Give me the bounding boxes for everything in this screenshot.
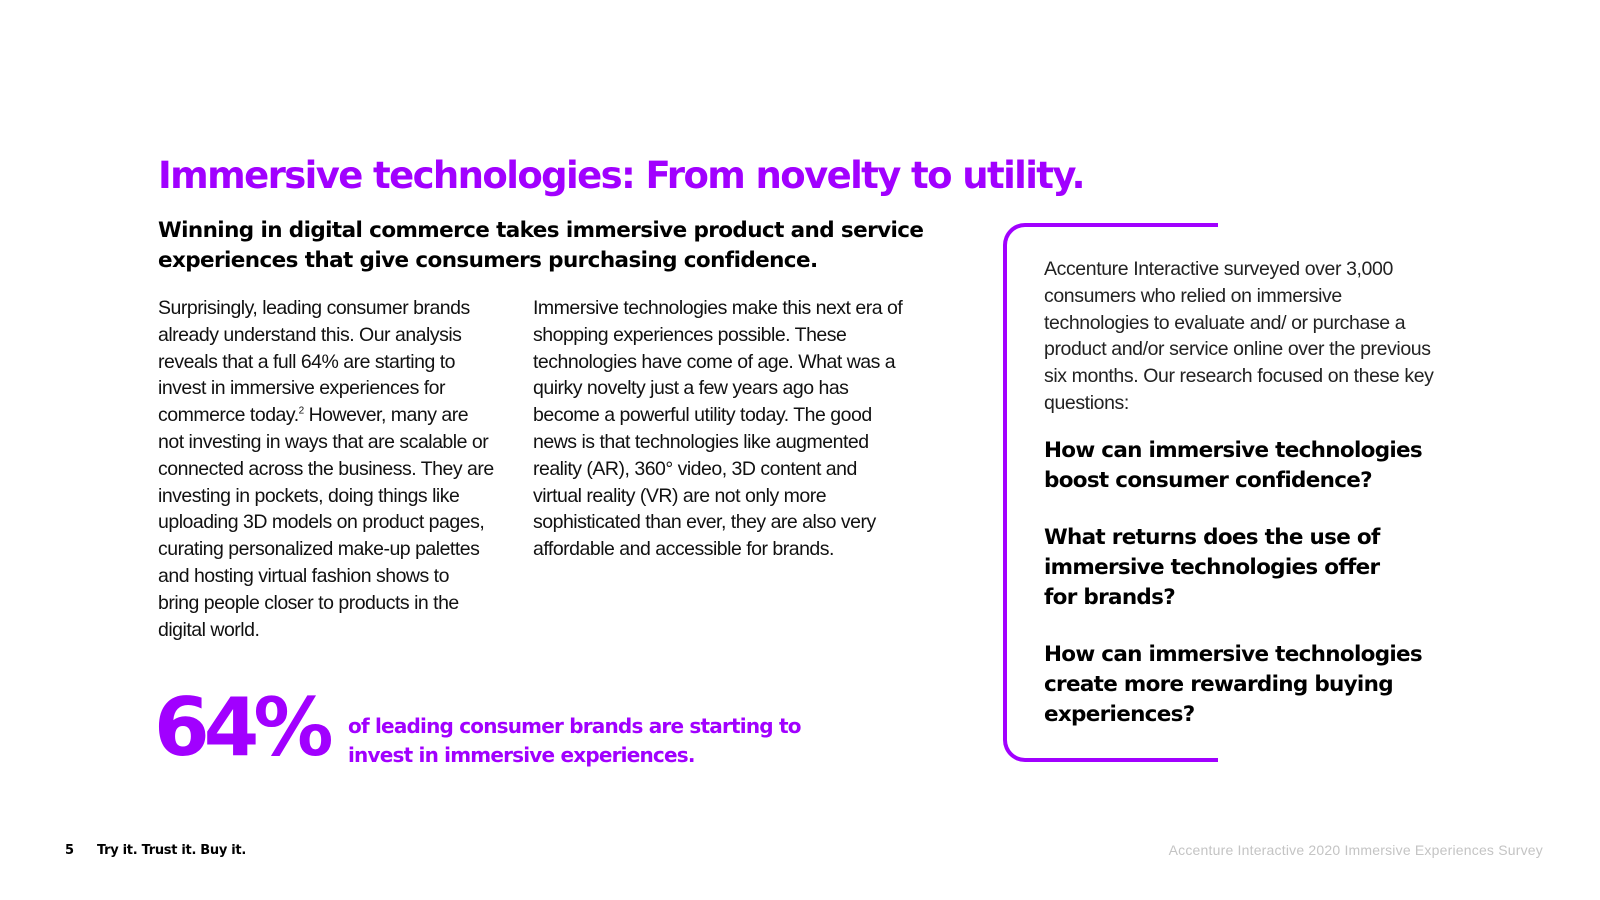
page-subtitle: Winning in digital commerce takes immersive product and service experiences that give consumers purchasing confidence.	[158, 218, 924, 273]
footer-source: Accenture Interactive 2020 Immersive Experiences Survey	[1168, 842, 1543, 858]
footer-tagline: Try it. Trust it. Buy it.	[97, 843, 246, 858]
key-question-3: How can immersive technologies create more rewarding buying experiences?	[1044, 642, 1423, 727]
key-question-1: How can immersive technologies boost consumer confidence?	[1044, 438, 1423, 493]
page-number: 5	[65, 843, 75, 858]
page-title: Immersive technologies: From novelty to utility.	[158, 154, 1084, 197]
body-column-1-text: Surprisingly, leading consumer brands already understand this. Our analysis reveals that a full 64% are starting to invest in immersive experiences for commerce today.	[158, 297, 470, 427]
stat-value: 64%	[154, 681, 328, 774]
stat-caption: of leading consumer brands are starting to invest in immersive experiences.	[348, 714, 801, 767]
body-column-1-text-continued: However, many are not investing in ways that are scalable or connected across the business. They are investing in pockets, doing things like uploading 3D models on product pages, curating personalized make-up palettes and hosting virtual fashion shows to bring people closer to products in the digital world.	[158, 404, 494, 641]
body-column-1	[158, 295, 494, 643]
sidebar-intro: Accenture Interactive surveyed over 3,000 consumers who relied on immersive technologies to evaluate and/ or purchase a product and/or service online over the previous six months. Our research focused on these key questions:	[1044, 258, 1434, 414]
body-column-2: Immersive technologies make this next era of shopping experiences possible. These technologies have come of age. What was a quirky novelty just a few years ago has become a powerful utility today. The good news is that technologies like augmented reality (AR), 360° video, 3D content and virtual reality (VR) are not only more sophisticated than ever, they are also very affordable and accessible for brands.	[533, 297, 903, 561]
key-question-2: What returns does the use of immersive technologies offer for brands?	[1044, 525, 1380, 610]
footnote-reference: 2	[298, 405, 304, 417]
